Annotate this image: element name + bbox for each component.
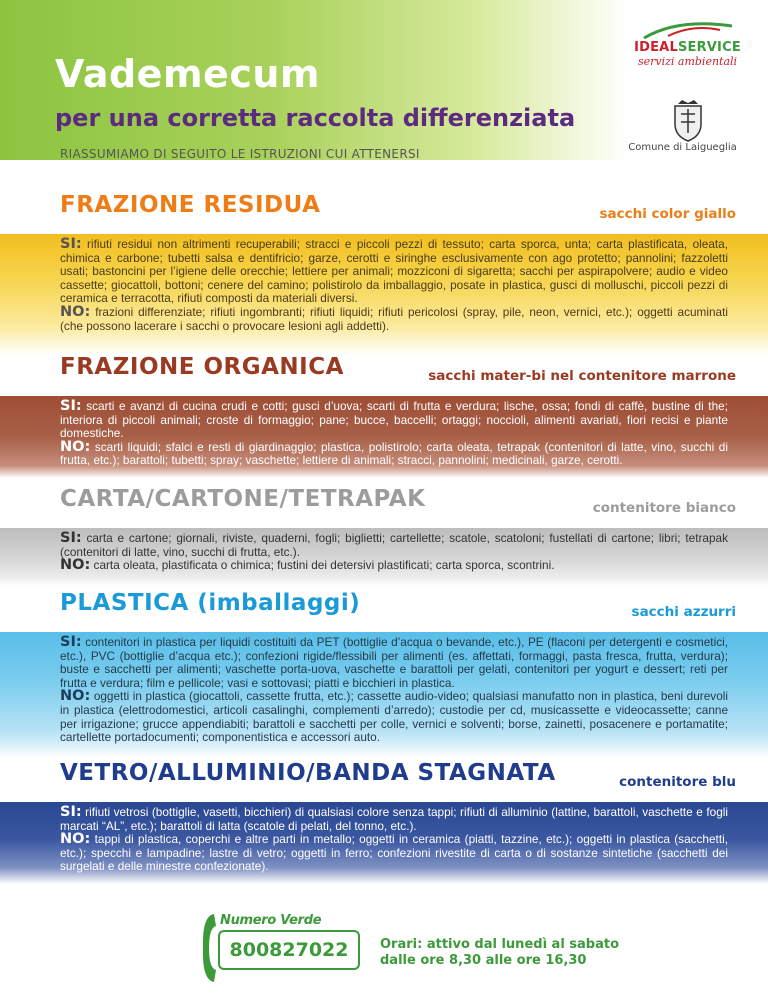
- comune-name: Comune di Laigueglia: [628, 142, 737, 153]
- section-vetro: [0, 758, 768, 884]
- section-body: [0, 234, 768, 355]
- no-label: NO:: [60, 688, 91, 705]
- si-label: SI:: [60, 236, 82, 252]
- section-header: [0, 588, 768, 632]
- instructions-note: RIASSUMIAMO DI SEGUITO LE ISTRUZIONI CUI ATTENERSI: [60, 147, 420, 161]
- opening-hours: [380, 937, 619, 969]
- si-text: rifiuti residui non altrimenti recuperabili; stracci e piccoli pezzi di tessuto; carta sporca, unta; carta plastificata, oleata, chimica e carbone; tubetti salsa e dentifricio; garze, cerotti e siringhe esclusivamente con ago protetto; pannolini; fazzoletti usati; bastoncini per l’igiene delle orecchie; lettiere per animali; mozziconi di sigaretta; sacchi per aspirapolvere; audio e video cassette; giocattoli, bottoni; cenere del camino; polistirolo da imballaggio, posate in plastica, gusci di molluschi, piccoli pezzi di ceramica e terracotta, rifiuti composti da materiali diversi.: [60, 237, 728, 306]
- logo-swoosh-icon: [638, 18, 738, 40]
- numero-verde-label: Numero Verde: [220, 913, 322, 928]
- no-text: scarti liquidi; sfalci e resti di giardinaggio; plastica, polistirolo; carta oleata, tetrapak (contenitori di latte, vino, succhi di frutta, etc.); barattoli; tubetti; spray; vaschette; lettiere di animali; stracci, pannolini; medicinali, garze, cerotti.: [60, 439, 728, 468]
- no-text: tappi di plastica, coperchi e altre parti in metallo; oggetti in ceramica (piatti, tazzine, etc.); oggetti in plastica (sacchetti, etc.); specchi e lampadine; lastre di vetro; oggetti in ferro; confezioni rivestite di carta o di sostanze sintetiche (sacchetti dei surgelati e delle minestre confezionate).: [60, 832, 729, 874]
- no-text: oggetti in plastica (giocattoli, cassette frutta, etc.); cassette audio-video; qualsiasi manufatto non in plastica, beni durevoli in plastica (elettrodomestici, articoli casalinghi, complementi d’arredo); custodie per cd, musicassette e videocassette; canne per irrigazione; grucce appendiabiti; barattoli e sacchetti per colle, vernici e solventi; borse, zainetti, posacenere e portamatite; cartellette portadocumenti; componentistica e accessori auto.: [60, 689, 728, 745]
- container-type: sacchi color giallo: [599, 206, 736, 222]
- section-header: [0, 352, 768, 396]
- si-text: carta e cartone; giornali, riviste, quaderni, fogli; biglietti; cartellette; scatole, scatoloni; fustellati di cartone; libri; tetrapak (contenitori di latte, vino, succhi di frutta, etc.).: [60, 531, 728, 559]
- page-subtitle: per una corretta raccolta differenziata: [55, 104, 576, 132]
- section-header: [0, 758, 768, 802]
- section-title: CARTA/CARTONE/TETRAPAK: [60, 486, 426, 512]
- section-frazione-organica: [0, 352, 768, 478]
- section-title: FRAZIONE ORGANICA: [60, 354, 344, 380]
- container-type: contenitore bianco: [592, 500, 736, 516]
- section-carta: [0, 484, 768, 586]
- no-text: frazioni differenziate; rifiuti ingombranti; rifiuti liquidi; rifiuti pericolosi (spray, pile, neon, vernici, etc.); oggetti acuminati (che possono lacerare i sacchi o provocare lesioni agli addetti).: [60, 304, 729, 333]
- section-body: [0, 528, 768, 586]
- opening-hours-line1: Orari: attivo dal lunedì al sabato: [380, 937, 620, 952]
- si-label: SI:: [60, 634, 82, 650]
- section-plastica: [0, 588, 768, 758]
- section-body: [0, 632, 768, 758]
- section-header: [0, 190, 768, 234]
- container-type: sacchi mater-bi nel contenitore marrone: [428, 368, 736, 384]
- si-text: rifiuti vetrosi (bottiglie, vasetti, bicchieri) di qualsiasi colore senza tappi; rifiuti di alluminio (lattine, barattoli, vaschette e fogli marcati “AL”, etc.); barattoli di latta (scatole di pelati, del tonno, etc.).: [60, 805, 728, 833]
- idealservice-logo: [630, 18, 745, 93]
- si-label: SI:: [60, 530, 82, 546]
- comune-crest-icon: [672, 100, 704, 142]
- no-label: NO:: [60, 303, 91, 320]
- section-title: PLASTICA (imballaggi): [60, 590, 361, 616]
- container-type: sacchi azzurri: [631, 604, 736, 620]
- container-type: contenitore blu: [619, 774, 736, 790]
- numero-verde-phone[interactable]: 800827022: [218, 930, 360, 970]
- section-frazione-residua: [0, 190, 768, 355]
- section-body: [0, 802, 768, 884]
- opening-hours-line2: dalle ore 8,30 alle ore 16,30: [380, 953, 587, 968]
- no-label: NO:: [60, 557, 91, 574]
- no-label: NO:: [60, 438, 91, 455]
- section-body: [0, 396, 768, 478]
- no-label: NO:: [60, 831, 91, 848]
- logo-name: IDEALSERVICE: [634, 40, 741, 55]
- logo-tagline: servizi ambientali: [637, 55, 738, 68]
- section-title: VETRO/ALLUMINIO/BANDA STAGNATA: [60, 760, 556, 786]
- page-title: Vademecum: [55, 52, 320, 96]
- section-title: FRAZIONE RESIDUA: [60, 192, 321, 218]
- no-text: carta oleata, plastificata o chimica; fustini dei detersivi plastificati; carta sporca, scontrini.: [93, 558, 555, 573]
- si-label: SI:: [60, 398, 82, 414]
- si-text: scarti e avanzi di cucina crudi e cotti; gusci d’uova; scarti di frutta e verdura; lische, ossa; fondi di caffè, bustine di the; interiora di piccoli animali; croste di formaggio; pane; bucce, baccelli; ortaggi; noccioli, alimenti avariati, fiori recisi e piante domestiche.: [60, 399, 728, 441]
- si-text: contenitori in plastica per liquidi costituiti da PET (bottiglie d’acqua o bevande, etc.), PE (flaconi per detergenti e cosmetici, etc.), PVC (bottiglie d’acqua etc.); confezioni rigide/flessibili per alimenti (es. affettati, formaggi, pasta fresca, frutta, verdura); buste e sacchetti per alimenti; vaschette porta-uova, vaschette e barattoli per gelati, contenitori per yogurt e dessert; reti per frutta e verdura; film e pellicole; vasi e sottovasi; piatti e bicchieri in plastica.: [60, 635, 729, 690]
- si-label: SI:: [60, 804, 82, 820]
- section-header: [0, 484, 768, 528]
- phone-handset-icon: [200, 912, 218, 984]
